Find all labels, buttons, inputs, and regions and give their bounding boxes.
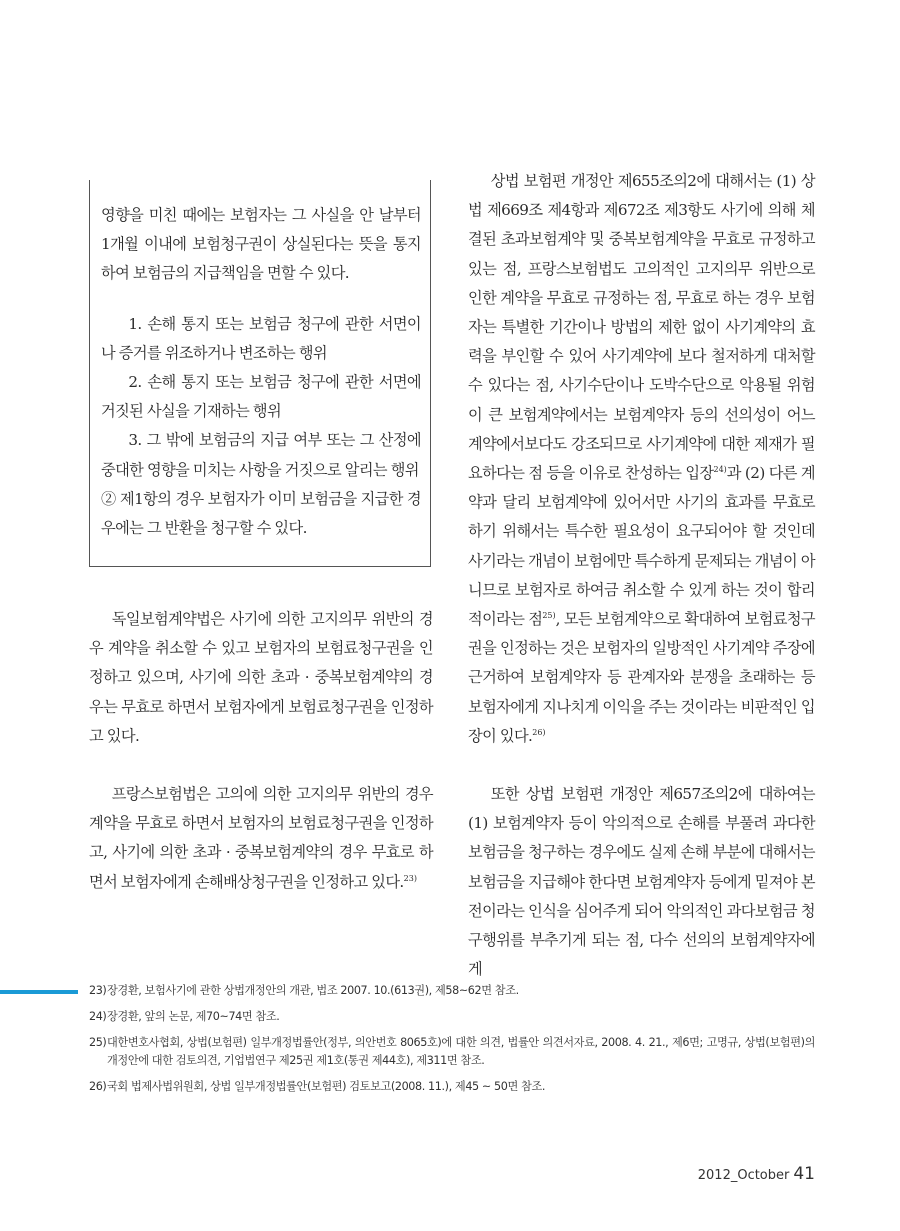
footnotes bbox=[89, 982, 815, 1104]
footnote-ref-23[interactable]: 23) bbox=[403, 873, 417, 883]
right-paragraph-655-part-a: 상법 보험편 개정안 제655조의2에 대해서는 (1) 상법 제669조 제4항과 제672조 제3항도 사기에 의해 체결된 초과보험계약 및 중복보험계약을 무효로 규정하고 있는 점, 프랑스보험법도 고의적인 고지의무 위반으로 인한 계약을 무효로 규정하는 점, 무효로 하는 경우 보험자는 특별한 기간이나 방법의 제한 없이 사기계약의 효력을 부인할 수 있어 사기계약에 보다 철저하게 대처할 수 있다는 점, 사기수단이나 도박수단으로 악용될 위험이 큰 보험계약에서는 보험계약자 등의 선의성이 어느 계약에서보다도 강조되므로 사기계약에 대한 제재가 필요하다는 점 등을 이유로 찬성하는 입장 bbox=[468, 172, 815, 483]
footnote-accent-bar bbox=[0, 990, 78, 994]
footnote-number: 26) bbox=[89, 1080, 107, 1093]
quote-item-1: 1. 손해 통지 또는 보험금 청구에 관한 서면이나 증거를 위조하거나 변조하는 행위 bbox=[101, 314, 421, 362]
right-paragraph-655-part-c: , 모든 보험계약으로 확대하여 보험료청구권을 인정하는 것은 보험자의 일방적인 사기계약 주장에 근거하여 보험계약자 등 관계자와 분쟁을 초래하는 등 보험자에게 지나치게 이익을 주는 것이라는 비판적인 입장이 있다. bbox=[468, 610, 815, 745]
footnote-24 bbox=[89, 1008, 815, 1026]
quoted-law-box bbox=[89, 180, 431, 567]
footnote-23 bbox=[89, 982, 815, 1000]
footnote-text: 장경환, 보험사기에 관한 상법개정안의 개관, 법조 2007. 10.(613권), 제58~62면 참조. bbox=[107, 984, 519, 997]
footnote-ref-25[interactable]: 25) bbox=[542, 611, 556, 621]
right-column bbox=[468, 167, 815, 984]
footnote-text: 장경환, 앞의 논문, 제70~74면 참조. bbox=[107, 1010, 280, 1023]
footnote-text: 국회 법제사법위원회, 상법 일부개정법률안(보험편) 검토보고(2008. 11.), 제45 ~ 50면 참조. bbox=[107, 1080, 546, 1093]
left-paragraph-french-law-text: 프랑스보험법은 고의에 의한 고지의무 위반의 경우 계약을 무효로 하면서 보험자의 보험료청구권을 인정하고, 사기에 의한 초과 · 중복보험계약의 경우 무효로 하면서 보험자에게 손해배상청구권을 인정하고 있다. bbox=[89, 785, 433, 891]
footnote-number: 23) bbox=[89, 984, 107, 997]
quote-closing: ② 제1항의 경우 보험자가 이미 보험금을 지급한 경우에는 그 반환을 청구할 수 있다. bbox=[101, 489, 421, 538]
footnote-text: 대한변호사협회, 상법(보험편) 일부개정법률안(정부, 의안번호 8065호)에 대한 의견, 법률안 의견서자료, 2008. 4. 21., 제6면; 고명규, 상법(보험편)의 개정안에 대한 검토의견, 기업법연구 제25권 제1호(통권 제44호), 제311면 참조. bbox=[107, 1036, 815, 1067]
left-paragraph-french-law bbox=[89, 780, 433, 897]
right-paragraph-655-part-b: 과 (2) 다른 계약과 달리 보험계약에 있어서만 사기의 효과를 무효로 하기 위해서는 특수한 필요성이 요구되어야 할 것인데 사기라는 개념이 보험에만 특수하게 문제되는 개념이 아니므로 보험자로 하여금 취소할 수 있게 하는 것이 합리적이라는 점 bbox=[468, 464, 815, 629]
page-footer bbox=[698, 1164, 815, 1184]
issue-label: 2012_October bbox=[697, 1168, 790, 1183]
left-column bbox=[89, 605, 433, 897]
footnote-number: 24) bbox=[89, 1010, 107, 1023]
left-paragraph-german-law: 독일보험계약법은 사기에 의한 고지의무 위반의 경우 계약을 취소할 수 있고 보험자의 보험료청구권을 인정하고 있으며, 사기에 의한 초과 · 중복보험계약의 경우는 무효로 하면서 보험자에게 보험료청구권을 인정하고 있다. bbox=[89, 610, 433, 745]
footnote-ref-26[interactable]: 26) bbox=[532, 727, 546, 737]
quote-item-2: 2. 손해 통지 또는 보험금 청구에 관한 서면에 거짓된 사실을 기재하는 행위 bbox=[101, 373, 421, 421]
right-paragraph-655 bbox=[468, 167, 815, 751]
quoted-law-text bbox=[101, 201, 421, 543]
quote-item-3: 3. 그 밖에 보험금의 지급 여부 또는 그 산정에 중대한 영향을 미치는 사항을 거짓으로 알리는 행위 bbox=[101, 431, 421, 479]
quote-intro: 영향을 미친 때에는 보험자는 그 사실을 안 날부터 1개월 이내에 보험청구권이 상실된다는 뜻을 통지하여 보험금의 지급책임을 면할 수 있다. bbox=[101, 206, 421, 283]
footnote-ref-24[interactable]: 24) bbox=[713, 465, 727, 475]
right-paragraph-657: 또한 상법 보험편 개정안 제657조의2에 대하여는 (1) 보험계약자 등이 악의적으로 손해를 부풀려 과다한 보험금을 청구하는 경우에도 실제 손해 부분에 대해서는 보험금을 지급해야 한다면 보험계약자 등에게 밑져야 본전이라는 인식을 심어주게 되어 악의적인 과다보험금 청구행위를 부추기게 되는 점, 다수 선의의 보험계약자에게 bbox=[468, 785, 815, 979]
footnote-number: 25) bbox=[89, 1036, 107, 1049]
footnote-25 bbox=[89, 1034, 815, 1070]
page-number: 41 bbox=[793, 1164, 815, 1184]
footnote-26 bbox=[89, 1078, 815, 1096]
